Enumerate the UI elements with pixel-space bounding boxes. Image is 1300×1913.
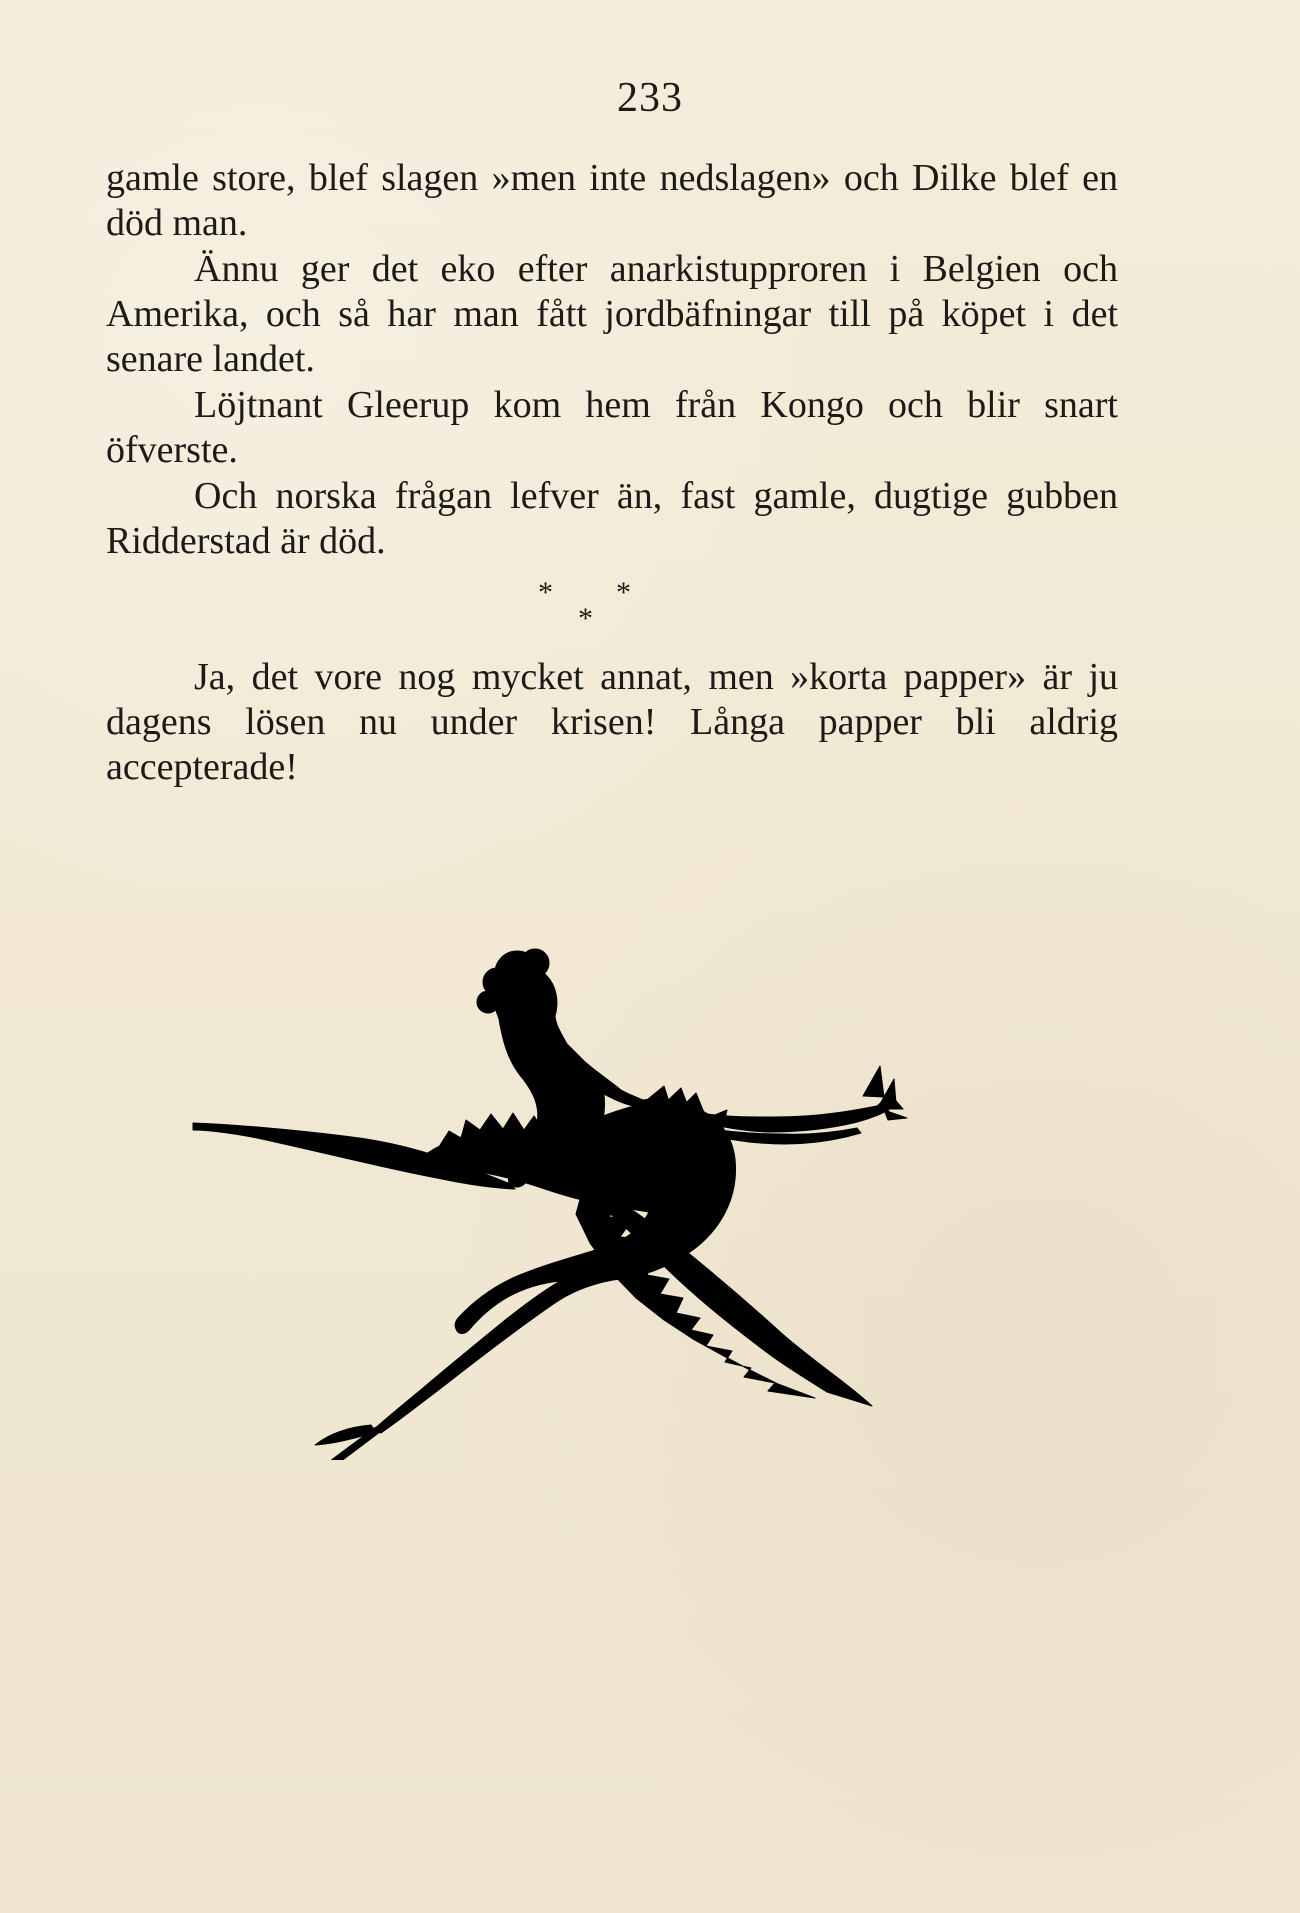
page-number: 233 <box>617 75 683 121</box>
paragraph-2 <box>106 247 1118 382</box>
paragraph-text: gamle store, blef slagen »men inte nedslagen» och Dilke blef en död man. <box>106 157 1118 244</box>
paragraph-text: Ja, det vore nog mycket annat, men »korta papper» är ju dagens lösen nu under krisen! Långa papper bli aldrig accepterade! <box>106 656 1118 788</box>
asterisk-mark: * <box>578 602 593 635</box>
asterism-separator <box>510 576 690 636</box>
paragraph-3 <box>106 383 1118 473</box>
asterisk-mark: * <box>616 576 631 609</box>
paragraph-text: Och norska frågan lefver än, fast gamle, dugtige gubben Ridderstad är död. <box>106 475 1118 562</box>
paragraph-4 <box>106 474 1118 564</box>
paragraph-1 <box>106 156 1118 246</box>
paragraph-5 <box>106 655 1118 790</box>
paragraph-text: Löjtnant Gleerup kom hem från Kongo och blir snart öfverste. <box>106 384 1118 471</box>
paragraph-text: Ännu ger det eko efter anarkistupproren i Belgien och Amerika, och så har man fått jordbäfningar till på köpet i det senare landet. <box>106 248 1118 380</box>
silhouette-illustration <box>190 940 1030 1460</box>
asterisk-mark: * <box>538 576 553 609</box>
